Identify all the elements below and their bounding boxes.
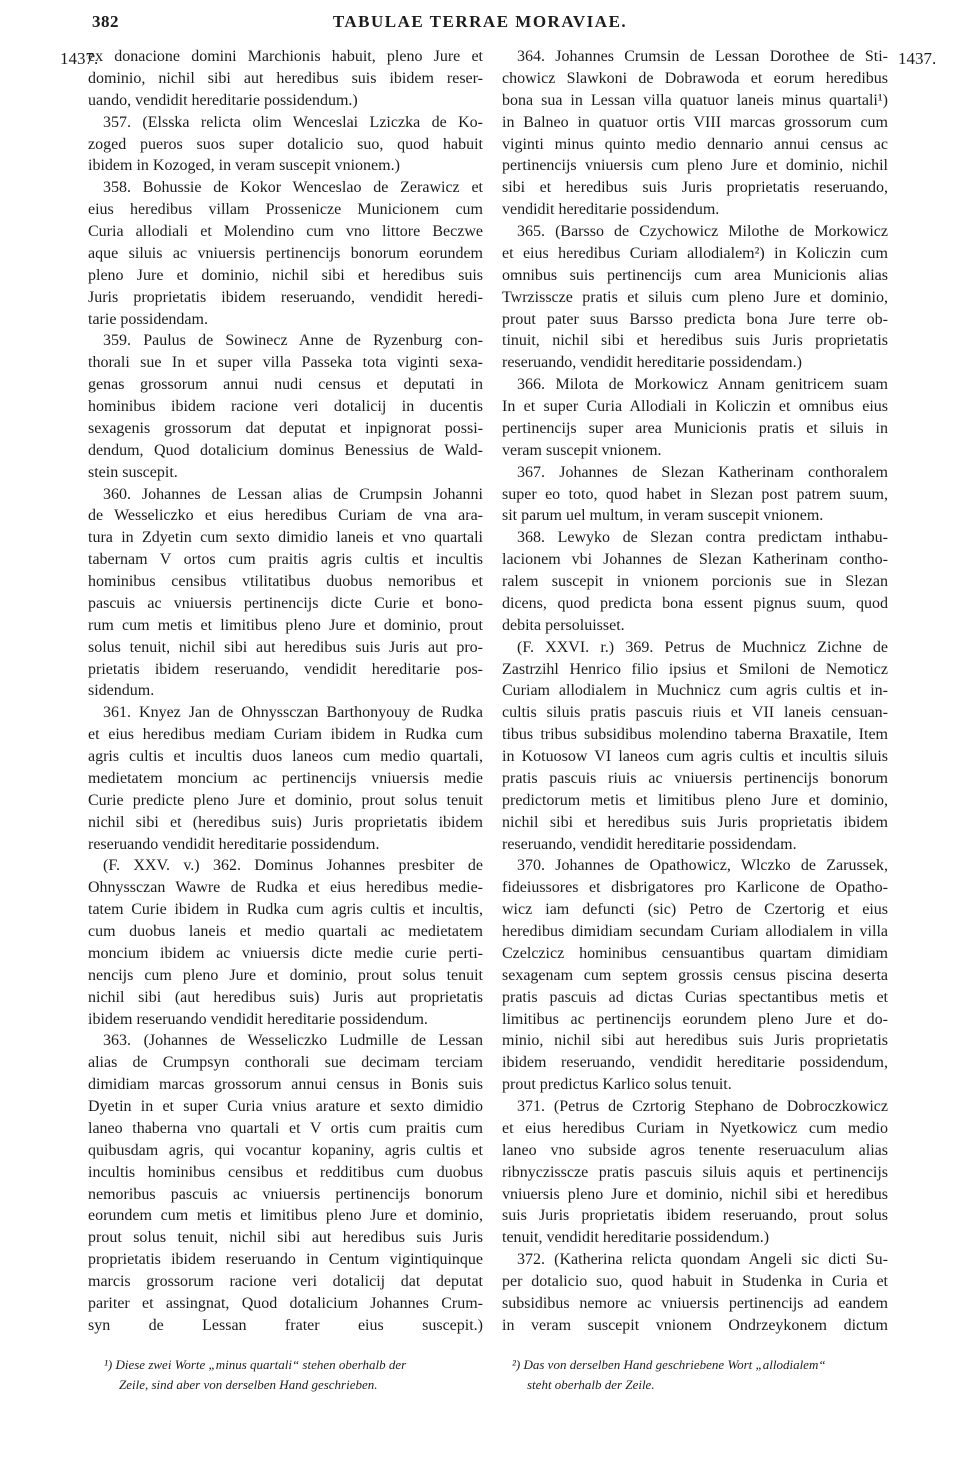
text-line: nichil sibi et heredibus suis Juris proprietatis ibidem xyxy=(502,813,888,831)
text-line: 361. Knyez Jan de Ohnyssczan Barthonyouy de Rudka xyxy=(103,704,483,722)
text-line: super eo toto, quod habet in Slezan post patrem suum, xyxy=(502,485,888,503)
text-line: ex donacione domini Marchionis habuit, pleno Jure et xyxy=(88,48,483,65)
text-line: et eius heredibus mediam Curiam ibidem in Rudka cum xyxy=(88,726,483,744)
text-line: cum duobus laneis et medio quartali ac medietatem xyxy=(88,923,483,940)
text-line: sit parum uel multum, in veram suscepit vnionem. xyxy=(502,507,824,525)
text-line: solus tenuit, nichil sibi aut heredibus suis Juris aut pro- xyxy=(88,638,483,656)
text-line: lacionem vbi Johannes de Slezan Katherinam contho- xyxy=(502,551,888,569)
text-line: chowicz Slawkoni de Dobrawoda et eorum heredibus xyxy=(502,69,888,87)
text-line: Zastrzihl Henrico filio ipsius et Smiloni de Nemoticz xyxy=(502,660,888,678)
text-line: laneo vno subside agros tenente reseruaculum alias xyxy=(502,1141,888,1159)
text-line: alias de Crumpsyn conthorali sue decimam terciam xyxy=(88,1054,483,1072)
text-line: predictorum metis et limitibus pleno Jure et dominio, xyxy=(502,791,888,809)
margin-year-right: 1437. xyxy=(898,49,937,68)
text-line: 370. Johannes de Opathowicz, Wlczko de Zarussek, xyxy=(517,857,888,875)
text-line: In et super Curia Allodiali in Koliczin et omnibus eius xyxy=(502,398,888,415)
text-line: Twrzissczе pratis et siluis cum pleno Jure et dominio, xyxy=(502,288,888,306)
text-line: quibusdam agris, qui vocantur kopaniny, agris cultis et xyxy=(88,1141,483,1159)
text-line: 368. Lewyko de Slezan contra predictam inthabu- xyxy=(517,529,888,547)
text-line: prietatis ibidem reseruando, vendidit hereditarie pos- xyxy=(88,660,483,678)
text-line: Curia allodiali et Molendino cum vno littore Beczwe xyxy=(88,223,483,240)
text-line: reseruando vendidit hereditarie possidendum. xyxy=(88,835,380,853)
text-line: pertinencijs vniuersis cum pleno Jure et dominio, nichil xyxy=(502,157,888,175)
text-line: in Kotuosow VI laneos cum agris cultis et incultis siluis xyxy=(502,748,888,765)
text-line: eius heredibus villam Prossenicze Municionem cum xyxy=(88,201,483,219)
text-line: dimidiam marcas grossorum annui census in Bonis suis xyxy=(88,1076,483,1094)
text-line: laneo thaberna vno quartali et V ortis cum praitis cum xyxy=(88,1119,483,1137)
text-line: in Balneo in quatuor ortis VIII marcas grossorum cum xyxy=(502,113,888,131)
text-line: agris cultis et incultis duos laneos cum medio quartali, xyxy=(88,748,483,765)
text-line: 359. Paulus de Sowinecz Anne de Ryzenburg con- xyxy=(103,332,483,350)
footnote-line: Zeile, sind aber von derselben Hand geschrieben. xyxy=(119,1377,378,1392)
text-line: tabernam V ortos cum praitis agris cultis et incultis xyxy=(88,551,483,569)
text-line: syn de Lessan frater eius suscepit.) xyxy=(88,1316,483,1334)
running-title: TABULAE TERRAE MORAVIAE. xyxy=(332,12,628,31)
footnote-left xyxy=(104,1355,484,1395)
text-line: 372. (Katherina relicta quondam Angeli sic dicti Su- xyxy=(517,1251,888,1269)
text-line: Dyetin in et super Curia vnius arature et sexto dimidio xyxy=(88,1098,483,1115)
text-line: tinuit, nichil sibi et heredibus suis Juris proprietatis xyxy=(502,332,888,350)
text-line: eorundem cum metis et limitibus pleno Jure et dominio, xyxy=(88,1207,483,1225)
text-line: tarie possidendam. xyxy=(88,310,208,328)
text-line: thorali sue In et super villa Passeka tota viginti sexa- xyxy=(88,354,483,372)
text-line: subsidibus nemore ac vniuersis pertinencijs ad eandem xyxy=(502,1294,888,1312)
text-line: vniuersis pleno Jure et dominio, nichil sibi et heredibus xyxy=(502,1185,888,1203)
text-line: nencijs cum pleno Jure et dominio, prout solus tenuit xyxy=(88,966,483,984)
text-line: wicz iam defuncti (sic) Petro de Czertorig et eius xyxy=(502,901,888,919)
text-line: 363. (Johannes de Wesseliczko Ludmille de Lessan xyxy=(103,1032,483,1050)
text-line: pascuis ac vniuersis pertinencijs dicte Curie et bono- xyxy=(88,594,483,612)
text-line: 366. Milota de Morkowicz Annam genitricem suam xyxy=(517,376,888,394)
text-line: ibidem reseruando vendidit hereditarie possidendum. xyxy=(88,1010,428,1028)
text-line: tatem Curie ibidem in Rudka cum agris cultis et incultis, xyxy=(88,901,483,919)
text-line: bona sua in Lessan villa quatuor laneis minus quartali¹) xyxy=(502,91,888,109)
text-line: 371. (Petrus de Czrtorig Stephano de Dobroczkowicz xyxy=(517,1098,888,1115)
text-line: reseruando, vendidit hereditarie possidendam.) xyxy=(502,354,802,372)
text-line: hominibus censibus vtilitatibus duobus nemoribus et xyxy=(88,573,483,590)
text-line: Curiam allodialem in Muchnicz cum agris cultis et in- xyxy=(502,682,888,700)
text-line: Ohnyssczan Wawre de Rudka et eius heredibus medie- xyxy=(88,879,483,897)
text-line: 360. Johannes de Lessan alias de Crumpsin Johanni xyxy=(103,485,483,503)
text-line: hominibus ibidem racione veri dotalicij in ducentis xyxy=(88,398,483,415)
text-line: 364. Johannes Crumsin de Lessan Dorothee de Sti- xyxy=(517,48,888,65)
text-line: tibus tribus subsidibus molendino taberna Braxatile, Item xyxy=(502,726,888,744)
text-line: pratis pascuis riuis ac vniuersis pertinencijs bonorum xyxy=(502,769,888,787)
page-number: 382 xyxy=(92,12,119,31)
text-line: heredibus dimidiam secundam Curiam allodialem in villa xyxy=(502,923,888,940)
text-line: 365. (Barsso de Czychowicz Milothe de Morkowicz xyxy=(517,223,888,240)
text-line: tenuit, vendidit hereditarie possidendum.) xyxy=(502,1229,770,1247)
text-line: rum cum metis et limitibus pleno Jure et dominio, prout xyxy=(88,616,483,634)
left-text-column xyxy=(88,46,483,1337)
text-line: dicens, quod predicta bona essent pignus suum, quod xyxy=(502,594,888,612)
text-line: vendidit hereditarie possidendum. xyxy=(502,201,720,219)
page-header xyxy=(0,10,960,40)
text-line: tura in Zdyetin cum sexto dimidio laneis et vno quartali xyxy=(88,529,483,547)
text-line: Czelczicz hominibus censuantibus quartam dimidiam xyxy=(502,944,888,962)
text-line: sexagenis grossorum dat deputat et inpignorat possi- xyxy=(88,419,483,437)
text-line: nemoribus pascuis ac vniuersis pertinencijs bonorum xyxy=(88,1185,483,1203)
text-line: aque siluis ac vniuersis pertinencijs bonorum eorundem xyxy=(88,244,483,262)
text-line: uando, vendidit hereditarie possidendum.) xyxy=(88,91,358,109)
text-line: limitibus ac pertinencijs eorundem pleno Jure et do- xyxy=(502,1010,888,1028)
text-line: dendum, Quod dotalicium dominus Benessius de Wald- xyxy=(88,441,483,459)
text-line: et eius heredibus Curiam allodialem²) in Koliczin cum xyxy=(502,244,888,262)
text-line: genas grossorum annui nudi census et deputati in xyxy=(88,376,483,394)
text-line: (F. XXV. v.) 362. Dominus Johannes presbiter de xyxy=(103,857,483,875)
text-line: medietatem moncium ac pertinencijs vniuersis medie xyxy=(88,769,483,787)
text-line: veram suscepit vnionem. xyxy=(502,441,662,459)
text-line: cultis siluis pratis pascuis riuis et VII laneis censuan- xyxy=(502,704,888,722)
text-line: Juris proprietatis ibidem reseruando, vendidit heredi- xyxy=(88,288,483,306)
text-line: prout pater suus Barsso predicta bona Jure terre ob- xyxy=(502,310,888,328)
text-line: pleno Jure et dominio, nichil sibi et heredibus suis xyxy=(88,266,483,284)
footnote-line: steht oberhalb der Zeile. xyxy=(527,1377,655,1392)
text-line: incultis hominibus censibus et redditibus cum duobus xyxy=(88,1163,483,1181)
footnote-right xyxy=(512,1355,892,1395)
text-line: 358. Bohussie de Kokor Wenceslao de Zerawicz et xyxy=(103,179,483,197)
text-line: nichil sibi et (heredibus suis) Juris proprietatis ibidem xyxy=(88,813,483,831)
text-line: minio, nichil sibi aut heredibus suis Juris proprietatis xyxy=(502,1032,888,1050)
text-line: 357. (Elsska relicta olim Wenceslai Lziczka de Ko- xyxy=(103,113,483,131)
text-line: in veram suscepit vnionem Ondrzeykonem dictum xyxy=(502,1316,888,1334)
text-line: ribnyczissczе pratis pascuis siluis aquis et pertinencijs xyxy=(502,1163,888,1181)
text-line: ralem suscepit in vnionem porcionis sue in Slezan xyxy=(502,573,888,590)
text-line: debita persoluisset. xyxy=(502,616,625,634)
text-line: sexagenam cum septem grossis census piscina deserta xyxy=(502,966,888,984)
text-line: fideiussores et disbrigatores pro Karlicone de Opatho- xyxy=(502,879,888,897)
text-line: zoged pueros suos super dotalicio suo, quod habuit xyxy=(88,135,483,153)
text-line: pertinencijs super area Municionis pratis et siluis in xyxy=(502,419,888,437)
text-line: ibidem in Kozoged, in veram suscepit vnionem.) xyxy=(88,157,400,175)
text-line: dominio, nichil sibi aut heredibus suis ibidem reser- xyxy=(88,69,483,87)
footnote-line: ¹) Diese zwei Worte „minus quartali“ stehen oberhalb der xyxy=(104,1357,407,1372)
text-line: proprietatis ibidem reseruando in Centum vigintiquinque xyxy=(88,1251,483,1269)
text-line: prout predictus Karlico solus tenuit. xyxy=(502,1076,732,1094)
text-line: reseruando, vendidit hereditarie possidendam. xyxy=(502,835,797,853)
text-line: moncium ibidem ac vniuersis dicte medie curie perti- xyxy=(88,944,483,962)
text-line: de Wesseliczko et eius heredibus Curiam de vna ara- xyxy=(88,507,483,525)
text-line: pariter et assingnat, Quod dotalicium Johannes Crum- xyxy=(88,1294,483,1312)
text-line: per dotalicio suo, quod habuit in Studenka in Curia et xyxy=(502,1273,888,1290)
text-line: suis Juris proprietatis ibidem reseruando, prout solus xyxy=(502,1207,888,1225)
text-line: (F. XXVI. r.) 369. Petrus de Muchnicz Zichne de xyxy=(517,638,888,656)
margin-year-left: 1437. xyxy=(60,49,99,68)
text-line: ibidem reseruando, vendidit hereditarie possidendum, xyxy=(502,1054,888,1072)
text-line: stein suscepit. xyxy=(88,463,178,481)
text-line: sidendum. xyxy=(88,682,155,700)
footnote-line: ²) Das von derselben Hand geschriebene Wort „allodialem“ xyxy=(512,1357,826,1372)
text-line: 367. Johannes de Slezan Katherinam conthoralem xyxy=(517,463,888,481)
text-line: pratis pascuis ad dictas Curias spectantibus metis et xyxy=(502,988,888,1006)
text-line: marcis grossorum racione veri dotalicij dat deputat xyxy=(88,1273,483,1290)
text-line: nichil sibi (aut heredibus suis) Juris aut proprietatis xyxy=(88,988,483,1006)
text-line: viginti minus quinto medio dennario annui census ac xyxy=(502,135,888,153)
text-line: sibi et heredibus suis Juris proprietatis reseruando, xyxy=(502,179,888,197)
text-line: Curie predicte pleno Jure et dominio, prout solus tenuit xyxy=(88,791,483,809)
text-line: et eius heredibus Curiam in Nyetkowicz cum medio xyxy=(502,1119,888,1137)
text-line: omnibus suis pertinencijs cum area Municionis alias xyxy=(502,266,888,284)
text-line: prout solus tenuit, nichil sibi aut heredibus suis Juris xyxy=(88,1229,483,1247)
right-text-column xyxy=(502,46,888,1337)
